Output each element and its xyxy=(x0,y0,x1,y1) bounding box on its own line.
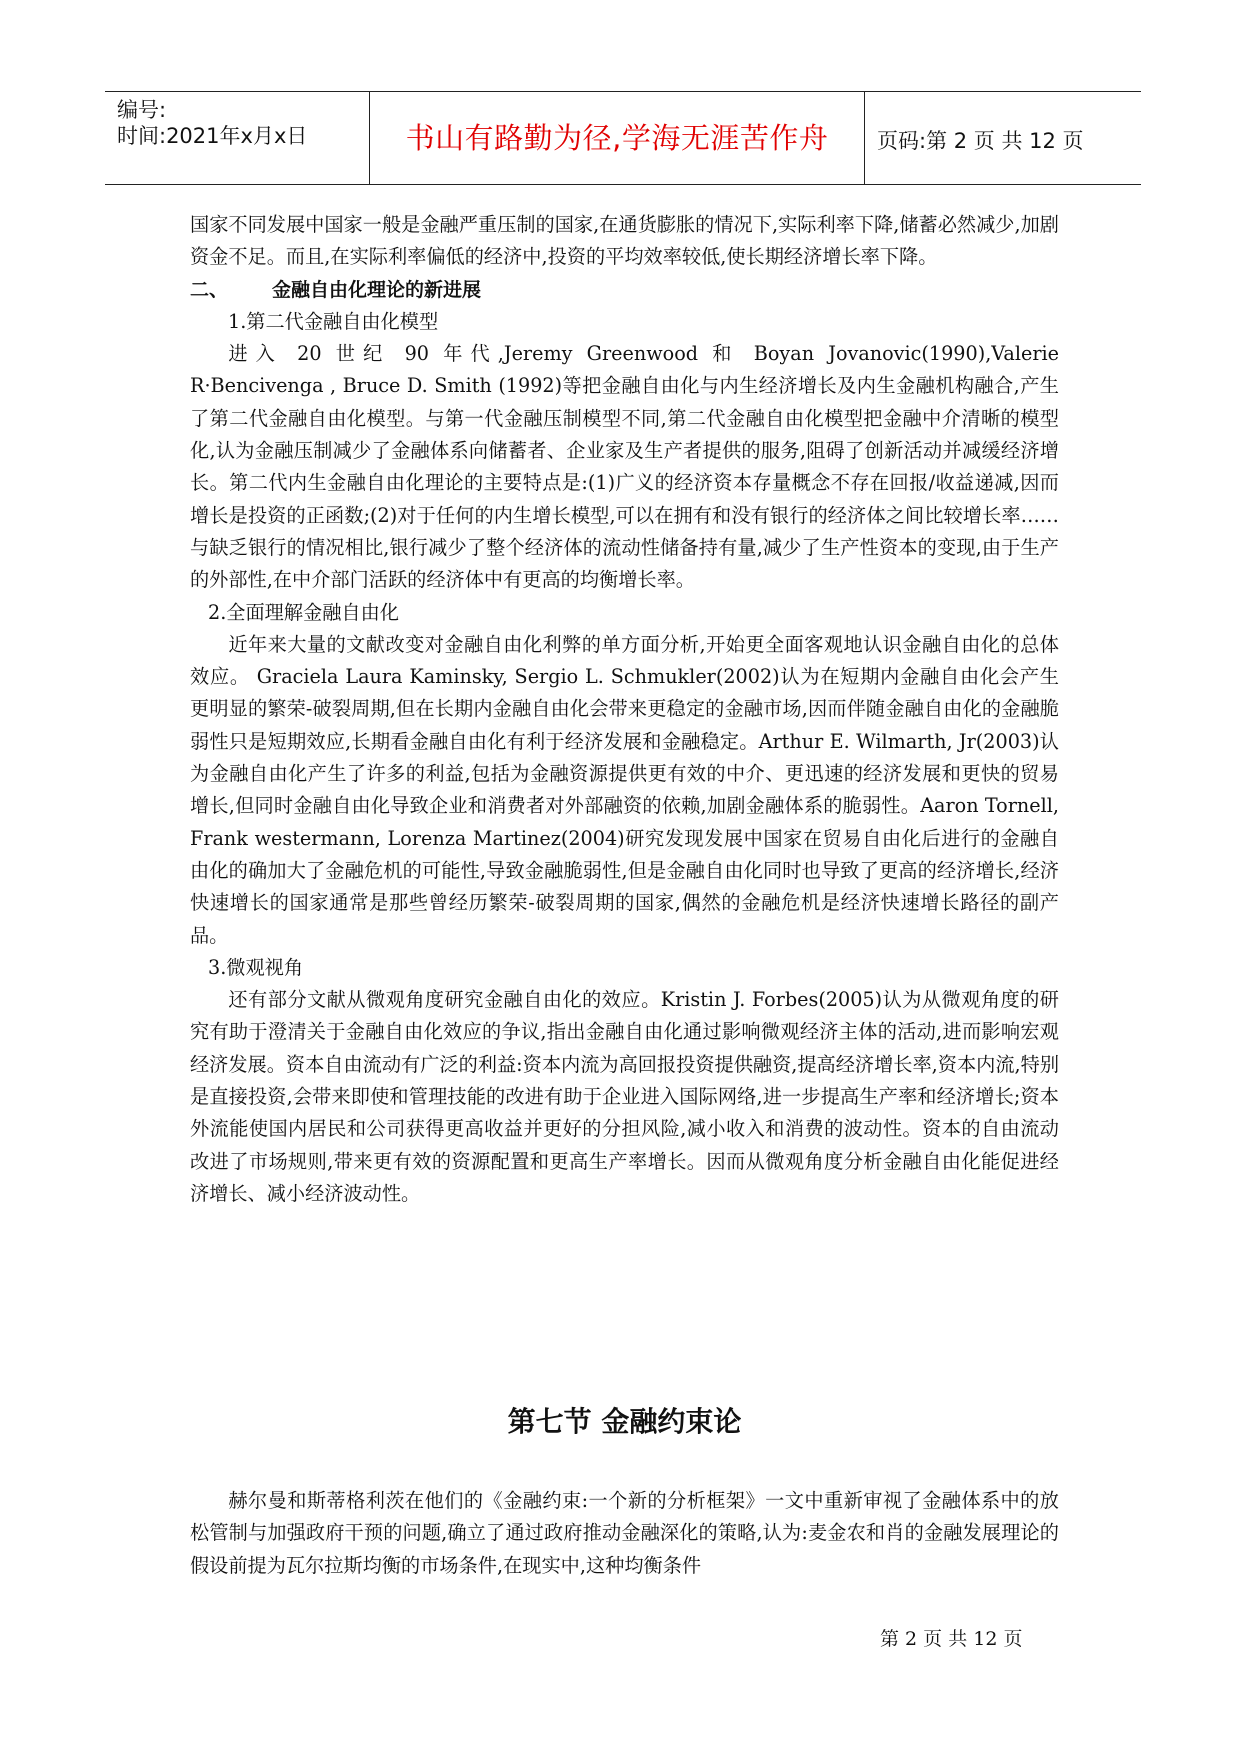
paragraph-comprehensive-understanding: 近年来大量的文献改变对金融自由化利弊的单方面分析,开始更全面客观地认识金融自由化的总体效应。 Graciela Laura Kaminsky, Sergio L. Schmukler(2002)认为在短期内金融自由化会产生更明显的繁荣-破裂周期,但在长期内金融自由化会带来更稳定的金融市场,因而伴随金融自由化的金融脆弱性只是短期效应,长期看金融自由化有利于经济发展和金融稳定。Arthur E. Wilmarth, Jr(2003)认为金融自由化产生了许多的利益,包括为金融资源提供更有效的中介、更迅速的经济发展和更快的贸易增长,但同时金融自由化导致企业和消费者对外部融资的依赖,加剧金融体系的脆弱性。Aaron Tornell, Frank westermann, Lorenza Martinez(2004)研究发现发展中国家在贸易自由化后进行的金融自由化的确加大了金融危机的可能性,导致金融脆弱性,但是金融自由化同时也导致了更高的经济增长,经济快速增长的国家通常是那些曾经历繁荣-破裂周期的国家,偶然的金融危机是经济快速增长路径的副产品。 xyxy=(190,632,1059,947)
subheading-1: 1.第二代金融自由化模型 xyxy=(228,309,439,333)
document-time-label: 时间:2021年x月x日 xyxy=(117,124,308,148)
section-heading xyxy=(190,274,1059,306)
header-center-cell xyxy=(370,92,865,184)
page-footer: 第 2 页 共 12 页 xyxy=(880,1628,1023,1650)
section-title: 金融自由化理论的新进展 xyxy=(272,278,482,301)
header-left-cell xyxy=(105,92,370,184)
subheading-2: 2.全面理解金融自由化 xyxy=(208,600,399,624)
document-number-label: 编号: xyxy=(117,98,167,122)
subheading-3: 3.微观视角 xyxy=(208,955,304,979)
header-page-label: 页码:第 2 页 共 12 页 xyxy=(877,129,1084,153)
paragraph-second-generation-model: 进入 20 世纪 90 年代,Jeremy Greenwood 和 Boyan Jovanovic(1990),Valerie R·Bencivenga , Bruce D. Smith (1992)等把金融自由化与内生经济增长及内生金融机构融合,产生了第二代金融自由化模型。与第一代金融压制模型不同,第二代金融自由化模型把金融中介清晰的模型化,认为金融压制减少了金融体系向储蓄者、企业家及生产者提供的服务,阻碍了创新活动并减缓经济增长。第二代内生金融自由化理论的主要特点是:(1)广义的经济资本存量概念不存在回报/收益递减,因而增长是投资的正函数;(2)对于任何的内生增长模型,可以在拥有和没有银行的经济体之间比较增长率……与缺乏银行的情况相比,银行减少了整个经济体的流动性储备持有量,减少了生产性资本的变现,由于生产的外部性,在中介部门活跃的经济体中有更高的均衡增长率。 xyxy=(190,342,1059,592)
paragraph-micro-perspective: 还有部分文献从微观角度研究金融自由化的效应。Kristin J. Forbes(2005)认为从微观角度的研究有助于澄清关于金融自由化效应的争议,指出金融自由化通过影响微观经济主体的活动,进而影响宏观经济发展。资本自由流动有广泛的利益:资本内流为高回报投资提供融资,提高经济增长率,资本内流,特别是直接投资,会带来即使和管理技能的改进有助于企业进入国际网络,进一步提高生产率和经济增长;资本外流能使国内居民和公司获得更高收益并更好的分担风险,减小收入和消费的波动性。资本的自由流动改进了市场规则,带来更有效的资源配置和更高生产率增长。因而从微观角度分析金融自由化能促进经济增长、减小经济波动性。 xyxy=(190,988,1060,1205)
header-right-cell xyxy=(865,92,1141,184)
chapter-title: 第七节 金融约束论 xyxy=(507,1405,742,1438)
paragraph-continued: 国家不同发展中国家一般是金融严重压制的国家,在通货膨胀的情况下,实际利率下降,储蓄必然减少,加剧资金不足。而且,在实际利率偏低的经济中,投资的平均效率较低,使长期经济增长率下降。 xyxy=(190,213,1059,269)
header-table xyxy=(105,91,1141,185)
main-body xyxy=(190,209,1059,1210)
section-number: 二、 xyxy=(190,278,229,301)
header-motto: 书山有路勤为径,学海无涯苦作舟 xyxy=(405,121,829,155)
paragraph-financial-restraint: 赫尔曼和斯蒂格利茨在他们的《金融约束:一个新的分析框架》一文中重新审视了金融体系中的放松管制与加强政府干预的问题,确立了通过政府推动金融深化的策略,认为:麦金农和肖的金融发展理论的假设前提为瓦尔拉斯均衡的市场条件,在现实中,这种均衡条件 xyxy=(190,1489,1059,1577)
chapter-body xyxy=(190,1485,1059,1582)
